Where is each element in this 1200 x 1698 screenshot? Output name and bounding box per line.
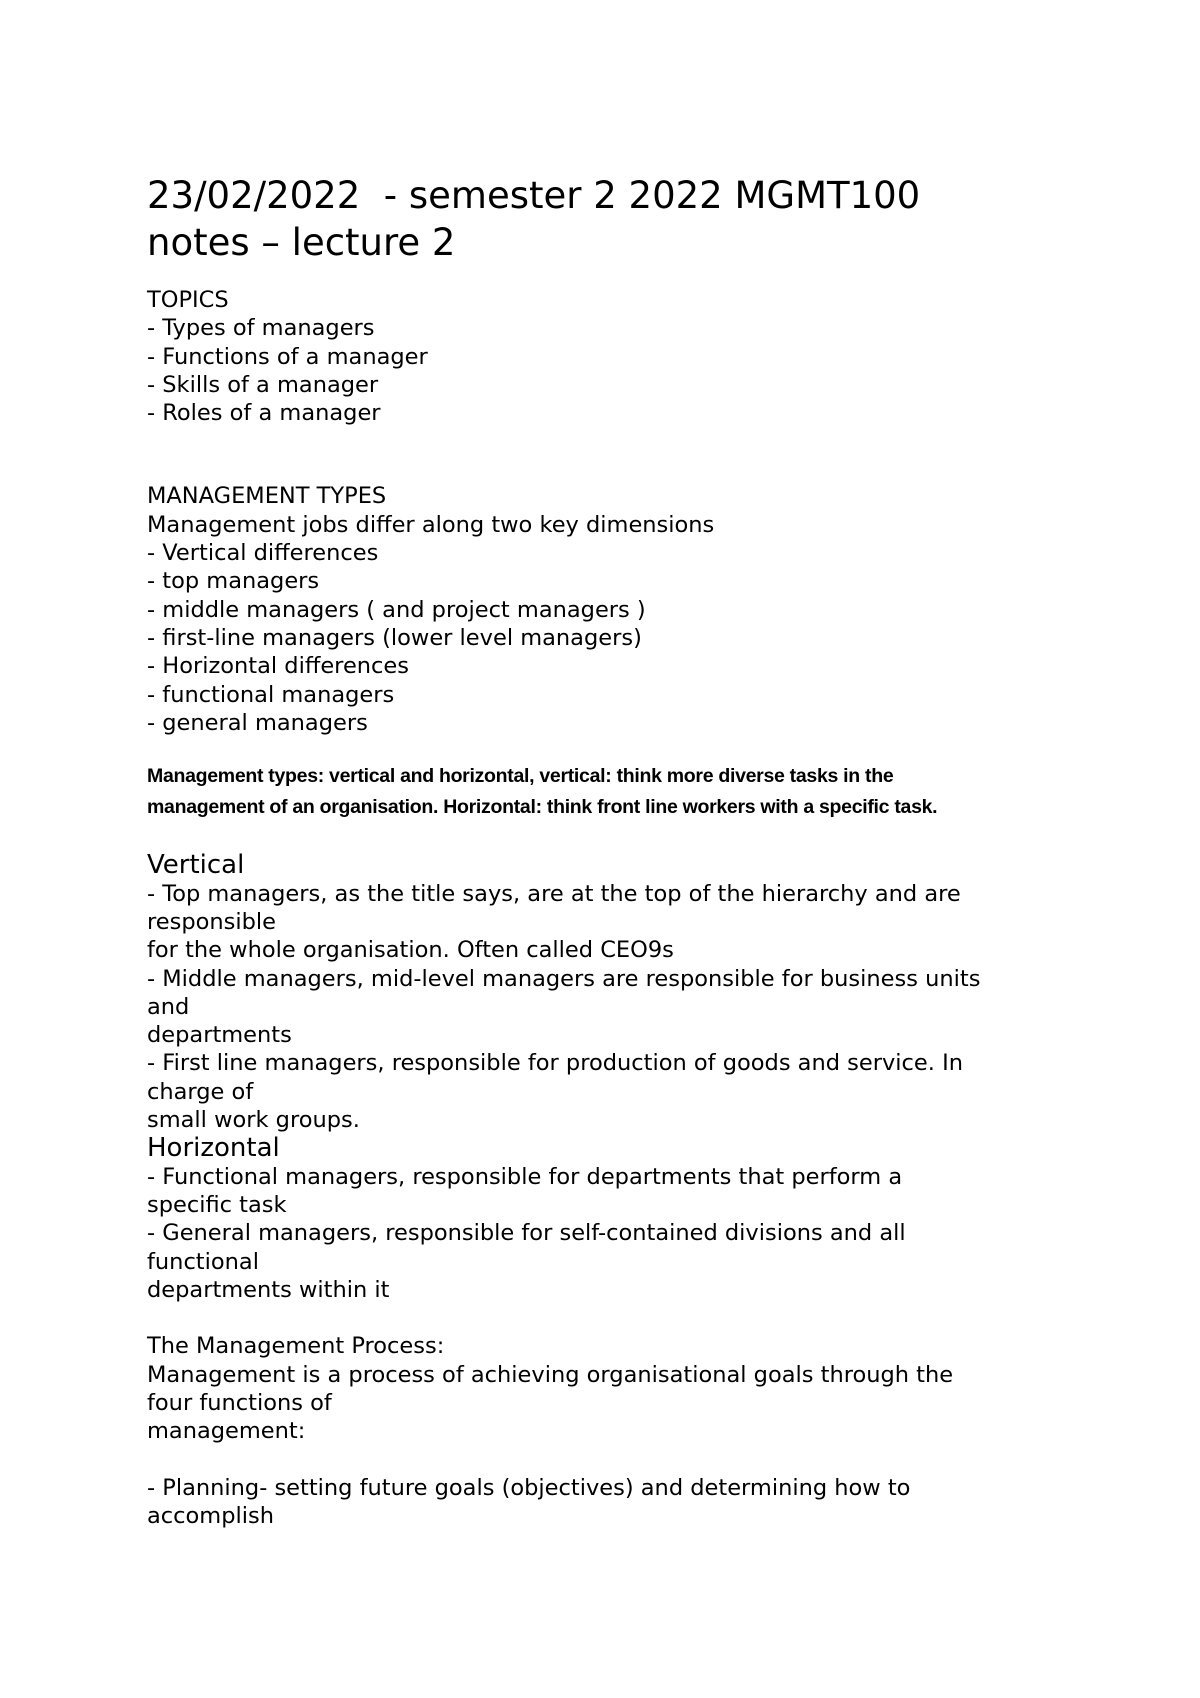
process-line: The Management Process: (147, 1333, 445, 1360)
process-line: Management is a process of achieving organisational goals through the (147, 1361, 954, 1388)
management-types-line: Management jobs differ along two key dimensions (147, 511, 715, 538)
management-types-line: - functional managers (147, 681, 395, 708)
topics-heading: TOPICS (147, 287, 229, 313)
vertical-line: - Middle managers, mid-level managers are responsible for business units (147, 965, 981, 992)
vertical-line: - First line managers, responsible for production of goods and service. In (147, 1050, 963, 1077)
management-types-line: - Vertical differences (147, 540, 379, 567)
planning-paragraph (147, 1474, 1077, 1531)
management-types-line: - first-line managers (lower level managers) (147, 624, 642, 651)
bold-note (147, 761, 1077, 823)
horizontal-line: specific task (147, 1192, 287, 1219)
topic-item: - Functions of a manager (147, 343, 428, 370)
planning-line: - Planning- setting future goals (objectives) and determining how to (147, 1474, 911, 1501)
management-types-section (147, 482, 1077, 737)
vertical-heading: Vertical (147, 850, 245, 881)
planning-line: accomplish (147, 1502, 274, 1529)
process-line: management: (147, 1418, 306, 1445)
vertical-line: responsible (147, 908, 276, 935)
document-content (147, 172, 1077, 1530)
vertical-line: - Top managers, as the title says, are at the top of the hierarchy and are (147, 880, 961, 907)
topic-item: - Types of managers (147, 315, 375, 342)
management-types-line: - Horizontal differences (147, 653, 409, 680)
horizontal-section (147, 1134, 1077, 1304)
horizontal-line: - General managers, responsible for self-contained divisions and all (147, 1220, 906, 1247)
page-title (147, 172, 1077, 266)
vertical-line: and (147, 993, 190, 1020)
vertical-line: for the whole organisation. Often called CEO9s (147, 937, 674, 964)
vertical-line: departments (147, 1022, 292, 1049)
vertical-line: small work groups. (147, 1107, 360, 1134)
horizontal-line: functional (147, 1248, 259, 1275)
note-line: management of an organisation. Horizontal: think front line workers with a specific task. (147, 796, 938, 819)
management-types-line: - general managers (147, 709, 368, 736)
note-line: Management types: vertical and horizontal, vertical: think more diverse tasks in the (147, 765, 894, 788)
vertical-section (147, 851, 1077, 1134)
topic-item: - Roles of a manager (147, 400, 381, 427)
management-process-section (147, 1332, 1077, 1445)
title-line: notes – lecture 2 (147, 221, 456, 264)
horizontal-line: - Functional managers, responsible for departments that perform a (147, 1163, 903, 1190)
topics-section (147, 286, 1077, 427)
title-line: 23/02/2022 - semester 2 2022 MGMT100 (147, 174, 921, 217)
management-types-heading: MANAGEMENT TYPES (147, 483, 387, 510)
horizontal-line: departments within it (147, 1277, 390, 1304)
vertical-line: charge of (147, 1078, 254, 1105)
process-line: four functions of (147, 1389, 332, 1416)
horizontal-heading: Horizontal (147, 1133, 280, 1164)
management-types-line: - middle managers ( and project managers ) (147, 596, 646, 623)
topic-item: - Skills of a manager (147, 371, 379, 398)
management-types-line: - top managers (147, 568, 320, 595)
